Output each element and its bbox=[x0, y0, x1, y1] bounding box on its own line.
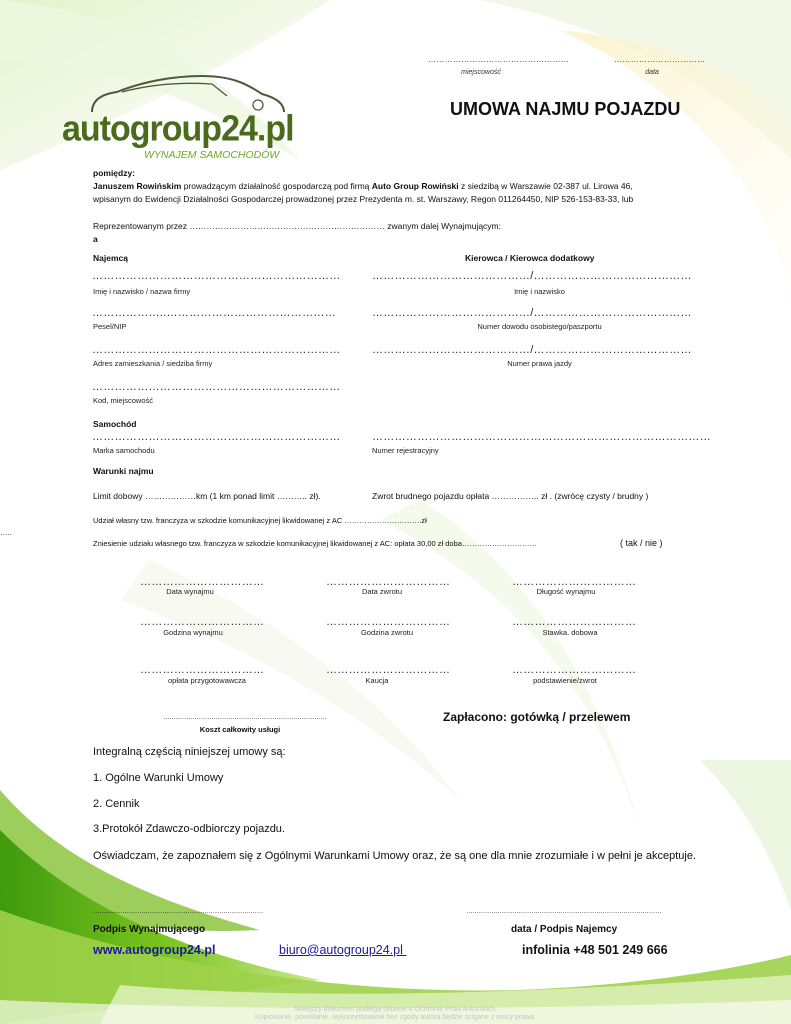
prep-fee-label: opłata przygotowawcza bbox=[168, 676, 246, 685]
rental-hour-field[interactable]: …………………………… bbox=[140, 616, 265, 628]
payment-method[interactable]: Zapłacono: gotówką / przelewem bbox=[443, 710, 631, 724]
rental-date-label: Data wynajmu bbox=[166, 587, 214, 596]
email-link[interactable]: biuro@autogroup24.pl bbox=[279, 943, 407, 957]
delivery-label: podstawienie/zwrot bbox=[533, 676, 597, 685]
franchise-reduction-choice[interactable]: ( tak / nie ) bbox=[620, 538, 663, 548]
tenant-heading: Najemcą bbox=[93, 253, 128, 263]
tenant-pesel-label: Pesel/NIP bbox=[93, 322, 127, 331]
intro-address: z siedzibą w Warszawie 02-387 ul. Lirowa 46, bbox=[458, 181, 633, 191]
driver-name-label: Imię i nazwisko bbox=[514, 287, 565, 296]
return-hour-field[interactable]: …………………………… bbox=[326, 616, 451, 628]
terms-heading: Warunki najmu bbox=[93, 466, 154, 476]
car-reg-field[interactable]: ……………………………………………………………………………… bbox=[372, 431, 711, 443]
company-logo bbox=[62, 72, 302, 164]
logo-text: autogroup24.pl bbox=[62, 109, 294, 149]
landlord-signature-label: Podpis Wynajmującego bbox=[93, 924, 206, 935]
car-make-label: Marka samochodu bbox=[93, 446, 155, 455]
tenant-pesel-field[interactable]: ………………..……………………………………… bbox=[92, 307, 337, 319]
franchise-reduction-field[interactable]: Zniesienie udziału własnego tzw. franczyza w szkodzie komunikacyjnej likwidowanej z AC: opłata 30,00 zł doba………………………… bbox=[93, 539, 537, 548]
attachment-item-2: 2. Cennik bbox=[93, 798, 140, 810]
driver-license-label: Numer prawa jazdy bbox=[507, 359, 572, 368]
driver-heading: Kierowca / Kierowca dodatkowy bbox=[465, 253, 595, 263]
return-hour-label: Godzina zwrotu bbox=[360, 628, 414, 637]
landlord-signature-field[interactable]: ……………………………………………………………………… bbox=[93, 908, 264, 915]
tenant-postal-label: Kod, miejscowość bbox=[93, 396, 154, 405]
and-label: a bbox=[93, 234, 98, 244]
place-dots[interactable]: …………………………………………… bbox=[428, 55, 570, 64]
owner-name: Januszem Rowińskim bbox=[93, 181, 182, 191]
document-title: UMOWA NAJMU POJAZDU bbox=[450, 99, 681, 119]
between-label: pomiędzy: bbox=[93, 168, 136, 178]
car-make-field[interactable]: ………………………………………………………… bbox=[92, 431, 341, 443]
intro-line-2: wpisanym do Ewidencji Działalności Gospodarczej prowadzonej przez Prezydenta m. st. Warszawy, Regon 011264450, NIP 526-153-83-33, lub bbox=[93, 194, 634, 204]
rental-hour-label: Godzina wynajmu bbox=[163, 628, 223, 637]
deposit-label: Kaucja bbox=[365, 676, 389, 685]
tenant-signature-label: data / Podpis Najemcy bbox=[511, 924, 618, 935]
tenant-name-field[interactable]: ………………………………………………………… bbox=[92, 270, 341, 282]
deposit-field[interactable]: …………………………… bbox=[326, 664, 451, 676]
left-ellipsis: ….. bbox=[0, 528, 12, 537]
driver-id-label: Numer dowodu osobistego/paszportu bbox=[477, 322, 602, 331]
tenant-address-label: Adres zamieszkania / siedziba firmy bbox=[93, 359, 213, 368]
attachment-item-3: 3.Protokół Zdawczo-odbiorczy pojazdu. bbox=[93, 823, 285, 835]
driver-id-field[interactable]: ……………………………………/…………………………………… bbox=[372, 307, 692, 319]
tenant-postal-field[interactable]: ………………………………………………………… bbox=[92, 381, 341, 393]
logo-subtitle: WYNAJEM SAMOCHODÓW bbox=[144, 149, 280, 161]
daily-rate-field[interactable]: …………………………… bbox=[512, 616, 637, 628]
website-link[interactable]: www.autogroup24.pl bbox=[93, 943, 216, 957]
prep-fee-field[interactable]: …………………………… bbox=[140, 664, 265, 676]
car-reg-label: Numer rejestracyjny bbox=[372, 446, 439, 455]
tenant-name-label: Imię i nazwisko / nazwa firmy bbox=[93, 287, 191, 296]
tenant-signature-field[interactable]: ………………………………………………………………………………… bbox=[466, 908, 662, 915]
dirty-return-field[interactable]: Zwrot brudnego pojazdu opłata …………….. zł . (zwrócę czysty / brudny ) bbox=[372, 491, 649, 501]
driver-name-field[interactable]: ……………………………………/…………………………………… bbox=[372, 270, 692, 282]
return-date-label: Data zwrotu bbox=[361, 587, 403, 596]
legal-note-1: Niniejszy dokument podlega ustawie o Ochronie Praw Autorskich. bbox=[293, 1006, 498, 1013]
attachment-item-1: 1. Ogólne Warunki Umowy bbox=[93, 772, 224, 784]
intro-line-1 bbox=[93, 181, 703, 191]
rental-length-field[interactable]: …………………………… bbox=[512, 576, 637, 588]
legal-note-2: Kopiowanie, powielanie, wykorzystywanie bez zgody autora będzie ścigane z mocy prawa. bbox=[255, 1014, 536, 1021]
return-date-field[interactable]: …………………………… bbox=[326, 576, 451, 588]
attachments-heading: Integralną częścią niniejszej umowy są: bbox=[93, 746, 286, 758]
date-label: data bbox=[645, 69, 659, 76]
franchise-field[interactable]: Udział własny tzw. franczyza w szkodzie komunikacyjnej likwidowanej z AC ………………………….zł bbox=[93, 516, 427, 525]
firm-name: Auto Group Rowiński bbox=[371, 181, 459, 191]
car-heading: Samochód bbox=[93, 419, 137, 429]
delivery-field[interactable]: …………………………… bbox=[512, 664, 637, 676]
place-label: miejscowość bbox=[461, 69, 501, 76]
rental-length-label: Długość wynajmu bbox=[536, 587, 596, 596]
driver-license-field[interactable]: ……………………………………/…………………………………… bbox=[372, 344, 692, 356]
hotline: infolinia +48 501 249 666 bbox=[522, 943, 668, 957]
acceptance-statement: Oświadczam, że zapoznałem się z Ogólnymi Warunkami Umowy oraz, że są one dla mnie zrozumiałe i w pełni je akceptuje. bbox=[93, 850, 697, 862]
represented-line[interactable]: Reprezentowanym przez …………………………………………………………… zwanym dalej Wynajmującym: bbox=[93, 221, 501, 231]
rental-date-field[interactable]: …………………………… bbox=[140, 576, 265, 588]
daily-limit-field[interactable]: Limit dobowy ………………km (1 km ponad limit ……….. zł). bbox=[93, 491, 321, 501]
total-cost-label: Koszt całkowity usługi bbox=[199, 725, 281, 734]
intro-mid: prowadzącym działalność gospodarczą pod firmą bbox=[181, 181, 372, 191]
total-cost-field[interactable]: …………………………………………………………………… bbox=[163, 714, 327, 721]
date-dots[interactable]: …………………………… bbox=[614, 55, 706, 64]
daily-rate-label: Stawka. dobowa bbox=[542, 628, 598, 637]
tenant-address-field[interactable]: ………………………………………………………… bbox=[92, 344, 341, 356]
